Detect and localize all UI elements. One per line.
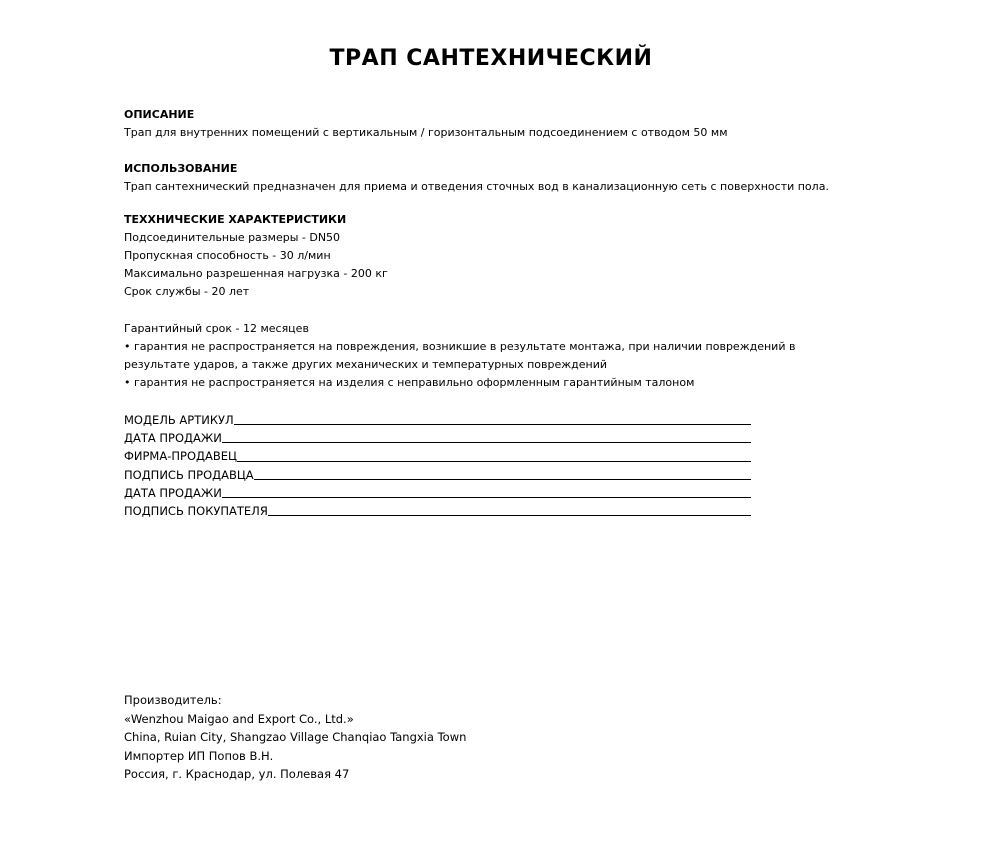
manufacturer-name: «Wenzhou Maigao and Export Co., Ltd.» [124, 711, 354, 726]
importer-name: Импортер ИП Попов В.Н. [124, 748, 274, 763]
usage-section [124, 160, 829, 196]
form-label-sale-date-2: ДАТА ПРОДАЖИ [124, 485, 222, 500]
warranty-section [124, 320, 864, 392]
manufacturer-section [124, 691, 466, 784]
form-row-model[interactable] [124, 411, 751, 429]
form-row-buyer-signature[interactable] [124, 502, 751, 520]
form-row-sale-date[interactable] [124, 429, 751, 447]
form-label-seller-company: ФИРМА-ПРОДАВЕЦ [124, 449, 237, 464]
warranty-period: Гарантийный срок - 12 месяцев [124, 322, 309, 335]
importer-address: Россия, г. Краснодар, ул. Полевая 47 [124, 767, 350, 781]
tech-spec-connection: Подсоединительные размеры - DN50 [124, 231, 341, 244]
form-fill-line[interactable] [237, 460, 751, 462]
tech-specs-heading: ТЕХХНИЧЕСКИЕ ХАРАКТЕРИСТИКИ [124, 213, 347, 226]
manufacturer-label: Производитель: [124, 693, 222, 707]
form-label-sale-date: ДАТА ПРОДАЖИ [124, 431, 222, 446]
tech-spec-throughput: Пропускная способность - 30 л/мин [124, 249, 331, 262]
tech-spec-max-load: Максимально разрешенная нагрузка - 200 кг [124, 267, 388, 280]
form-row-sale-date-2[interactable] [124, 484, 751, 502]
form-row-seller-signature[interactable] [124, 466, 751, 484]
form-label-model: МОДЕЛЬ АРТИКУЛ [124, 412, 234, 427]
form-fill-line[interactable] [234, 423, 751, 425]
form-fill-line[interactable] [268, 514, 751, 516]
usage-heading: ИСПОЛЬЗОВАНИЕ [124, 162, 238, 175]
description-heading: ОПИСАНИЕ [124, 108, 195, 121]
document-title: ТРАП САНТЕХНИЧЕСКИЙ [329, 46, 653, 71]
description-section [124, 106, 728, 142]
form-row-seller-company[interactable] [124, 447, 751, 465]
warranty-form [124, 411, 751, 520]
form-fill-line[interactable] [222, 496, 751, 498]
form-label-buyer-signature: ПОДПИСЬ ПОКУПАТЕЛЯ [124, 503, 268, 518]
warranty-exclusion-coupon: • гарантия не распространяется на изделия с неправильно оформленным гарантийным талоном [124, 376, 695, 389]
manufacturer-address: China, Ruian City, Shangzao Village Chanqiao Tangxia Town [124, 730, 467, 744]
usage-text: Трап сантехнический предназначен для приема и отведения сточных вод в канализационную сеть с поверхности пола. [124, 180, 829, 193]
tech-specs-section [124, 211, 388, 301]
warranty-exclusion-damage: • гарантия не распространяется на повреждения, возникшие в результате монтажа, при наличии повреждений в результате ударов, а также других механических и температурных повреждений [124, 340, 796, 371]
description-text: Трап для внутренних помещений с вертикальным / горизонтальным подсоединением с отводом 50 мм [124, 126, 728, 139]
form-label-seller-signature: ПОДПИСЬ ПРОДАВЦА [124, 467, 254, 482]
form-fill-line[interactable] [222, 441, 751, 443]
tech-spec-service-life: Срок службы - 20 лет [124, 285, 250, 298]
form-fill-line[interactable] [254, 478, 751, 480]
